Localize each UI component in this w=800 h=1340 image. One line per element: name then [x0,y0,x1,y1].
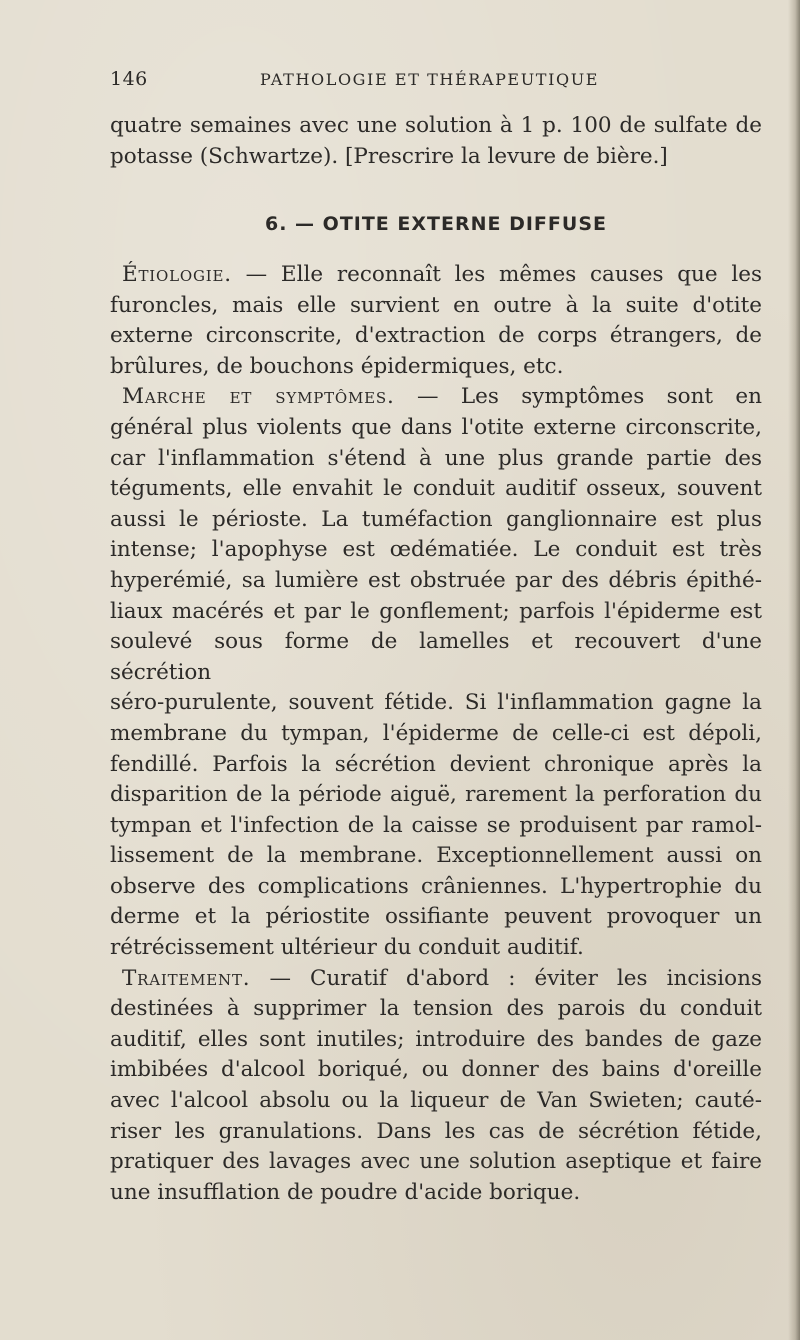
text-line: tympan et l'infection de la caisse se produisent par ramol- [110,812,762,838]
text-line: observe des complications crâniennes. L'hypertrophie du [110,873,762,899]
text-line: imbibées d'alcool boriqué, ou donner des bains d'oreille [110,1057,762,1083]
text-line: une insufflation de poudre d'acide borique. [110,1179,581,1205]
text-line: destinées à supprimer la tension des parois du conduit [110,996,762,1022]
paragraph-traitement [110,964,762,1209]
paragraph-lead: Marche et symptômes. [122,384,395,410]
text-line: potasse (Schwartze). [Prescrire la levure de bière.] [110,143,668,169]
section-title: 6. — OTITE EXTERNE DIFFUSE [265,213,607,235]
page-number: 146 [110,68,148,90]
text-line [110,260,762,291]
text-line: riser les granulations. Dans les cas de sécrétion fétide, [110,1118,762,1144]
text-fragment: — Elle reconnaît les mêmes causes que les [231,262,762,287]
paragraph-etiologie [110,260,762,382]
page-edge-shadow [788,0,800,1340]
text-line [110,964,762,995]
paragraph-lead: Traitement. [122,965,251,991]
text-fragment: — Les symptômes sont en [394,384,762,410]
running-head: PATHOLOGIE ET THÉRAPEUTIQUE [260,70,600,89]
text-line: soulevé sous forme de lamelles et recouvert d'une sécrétion [110,629,762,685]
paragraph-marche-symptomes [110,382,762,963]
text-line: séro-purulente, souvent fétide. Si l'inflammation gagne la [110,690,762,716]
text-line: hyperémié, sa lumière est obstruée par des débris épithé- [110,567,762,593]
text-line: lissement de la membrane. Exceptionnellement aussi on [110,843,762,869]
text-fragment: — Curatif d'abord : éviter les incisions [250,965,762,991]
text-line [110,382,762,413]
section-body [110,260,762,1208]
text-line: furoncles, mais elle survient en outre à la suite d'otite [110,292,762,318]
text-line: avec l'alcool absolu ou la liqueur de Van Swieten; cauté- [110,1088,762,1114]
page-header [110,68,760,92]
text-line: général plus violents que dans l'otite externe circonscrite, [110,414,762,440]
text-line: pratiquer des lavages avec une solution aseptique et faire [110,1149,762,1175]
text-line: rétrécissement ultérieur du conduit auditif. [110,935,584,961]
continuation-paragraph [110,111,762,172]
text-line: derme et la périostite ossifiante peuvent provoquer un [110,904,762,930]
text-line: aussi le périoste. La tuméfaction ganglionnaire est plus [110,506,762,532]
text-line: auditif, elles sont inutiles; introduire des bandes de gaze [110,1026,762,1052]
text-line: téguments, elle envahit le conduit auditif osseux, souvent [110,476,762,502]
text-line: car l'inflammation s'étend à une plus grande partie des [110,445,762,471]
text-line: liaux macérés et par le gonflement; parfois l'épiderme est [110,598,762,624]
paragraph-lead: Étiologie. [122,262,232,287]
text-line: membrane du tympan, l'épiderme de celle-ci est dépoli, [110,720,762,746]
text-line: fendillé. Parfois la sécrétion devient chronique après la [110,751,762,777]
text-line: quatre semaines avec une solution à 1 p. 100 de sulfate de [110,113,762,138]
text-line: externe circonscrite, d'extraction de corps étrangers, de [110,323,762,349]
text-line: disparition de la période aiguë, rarement la perforation du [110,782,762,808]
text-line: intense; l'apophyse est œdématiée. Le conduit est très [110,537,762,563]
text-line: brûlures, de bouchons épidermiques, etc. [110,353,564,379]
